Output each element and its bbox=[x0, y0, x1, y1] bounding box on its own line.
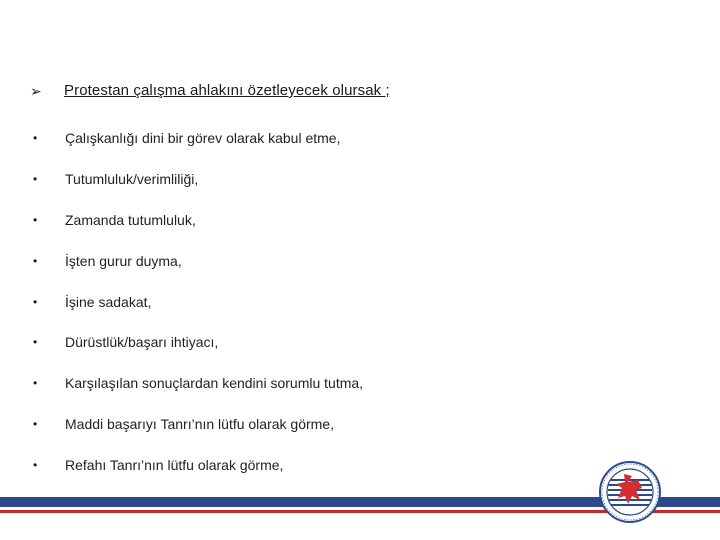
list-item bbox=[33, 444, 593, 485]
bullet-dot-icon: • bbox=[33, 172, 38, 187]
bullet-text: Dürüstlük/başarı ihtiyacı, bbox=[65, 334, 219, 351]
list-item bbox=[33, 363, 593, 404]
bullet-text: İşine sadakat, bbox=[65, 293, 152, 310]
list-item bbox=[33, 159, 593, 200]
university-seal-icon bbox=[598, 460, 662, 524]
bullet-dot-icon: • bbox=[33, 416, 38, 431]
bullet-text: Tutumluluk/verimliliği, bbox=[65, 171, 199, 188]
bullet-text: Karşılaşılan sonuçlardan kendini sorumlu tutma, bbox=[65, 375, 364, 392]
bullet-dot-icon: • bbox=[33, 131, 38, 146]
list-item bbox=[33, 118, 593, 159]
bullet-dot-icon: • bbox=[33, 294, 38, 309]
bullet-dot-icon: • bbox=[33, 457, 38, 472]
list-item bbox=[33, 404, 593, 445]
slide-heading bbox=[30, 82, 390, 99]
bullet-text: Zamanda tutumluluk, bbox=[65, 211, 196, 228]
bullet-dot-icon: • bbox=[33, 253, 38, 268]
arrow-bullet-icon: ➢ bbox=[30, 82, 42, 99]
list-item bbox=[33, 322, 593, 363]
list-item bbox=[33, 281, 593, 322]
bullet-dot-icon: • bbox=[33, 212, 38, 227]
bullet-text: Çalışkanlığı dini bir görev olarak kabul etme, bbox=[65, 130, 341, 147]
bullet-dot-icon: • bbox=[33, 335, 38, 350]
bullet-text: Maddi başarıyı Tanrı’nın lütfu olarak görme, bbox=[65, 415, 334, 432]
list-item bbox=[33, 240, 593, 281]
bullet-text: Refahı Tanrı’nın lütfu olarak görme, bbox=[65, 456, 284, 473]
bullet-list bbox=[33, 118, 593, 485]
list-item bbox=[33, 200, 593, 241]
heading-text: Protestan çalışma ahlakını özetleyecek olursak ; bbox=[64, 82, 390, 99]
bullet-text: İşten gurur duyma, bbox=[65, 252, 182, 269]
bullet-dot-icon: • bbox=[33, 376, 38, 391]
